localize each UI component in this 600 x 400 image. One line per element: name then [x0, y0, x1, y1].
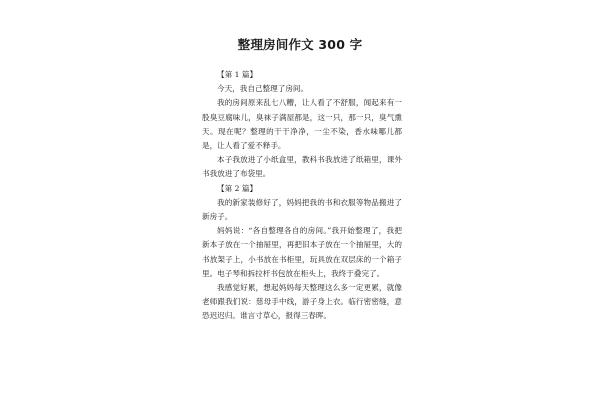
section-heading-2: 【第 2 篇】	[217, 183, 258, 193]
paragraph: 我的新家装修好了，妈妈把我的书和衣服等物品搬进了新房子。	[202, 197, 402, 222]
paragraph: 本子我放进了小纸盒里，教科书我放进了纸箱里，课外书我放进了布袋里。	[202, 155, 402, 179]
paragraph: 妈妈说：“各自整理各自的房间。”我开始整理了，我把新本子放在一个抽屉里，再把旧本子放在一个抽屉里，大的书放架子上，小书放在书柜里，玩具放在双层床的一个箱子里。电子琴和拆拉杆书包放在柜头上，我终于叠完了。	[202, 226, 402, 278]
paragraph: 我感觉好累，想起妈妈每天整理这么多一定更累，就像老师跟我们说：慈母手中线，游子身上衣。临行密密缝，意恐迟迟归。谁言寸草心，报得三春晖。	[202, 283, 402, 321]
paragraph: 今天，我自己整理了房间。	[217, 84, 309, 94]
document-body	[202, 68, 402, 324]
section-heading-1: 【第 1 篇】	[217, 70, 258, 79]
document-title: 整理房间作文 300 字	[237, 37, 363, 52]
paragraph: 我的房间原来乱七八糟，让人看了不舒服，闻起来有一股臭豆腐味儿，臭袜子满屋都是，这一只，那一只，臭气熏天。现在呢？整理的干干净净，一尘不染，香水味哪儿都是，让人看了爱不释手。	[202, 98, 402, 151]
